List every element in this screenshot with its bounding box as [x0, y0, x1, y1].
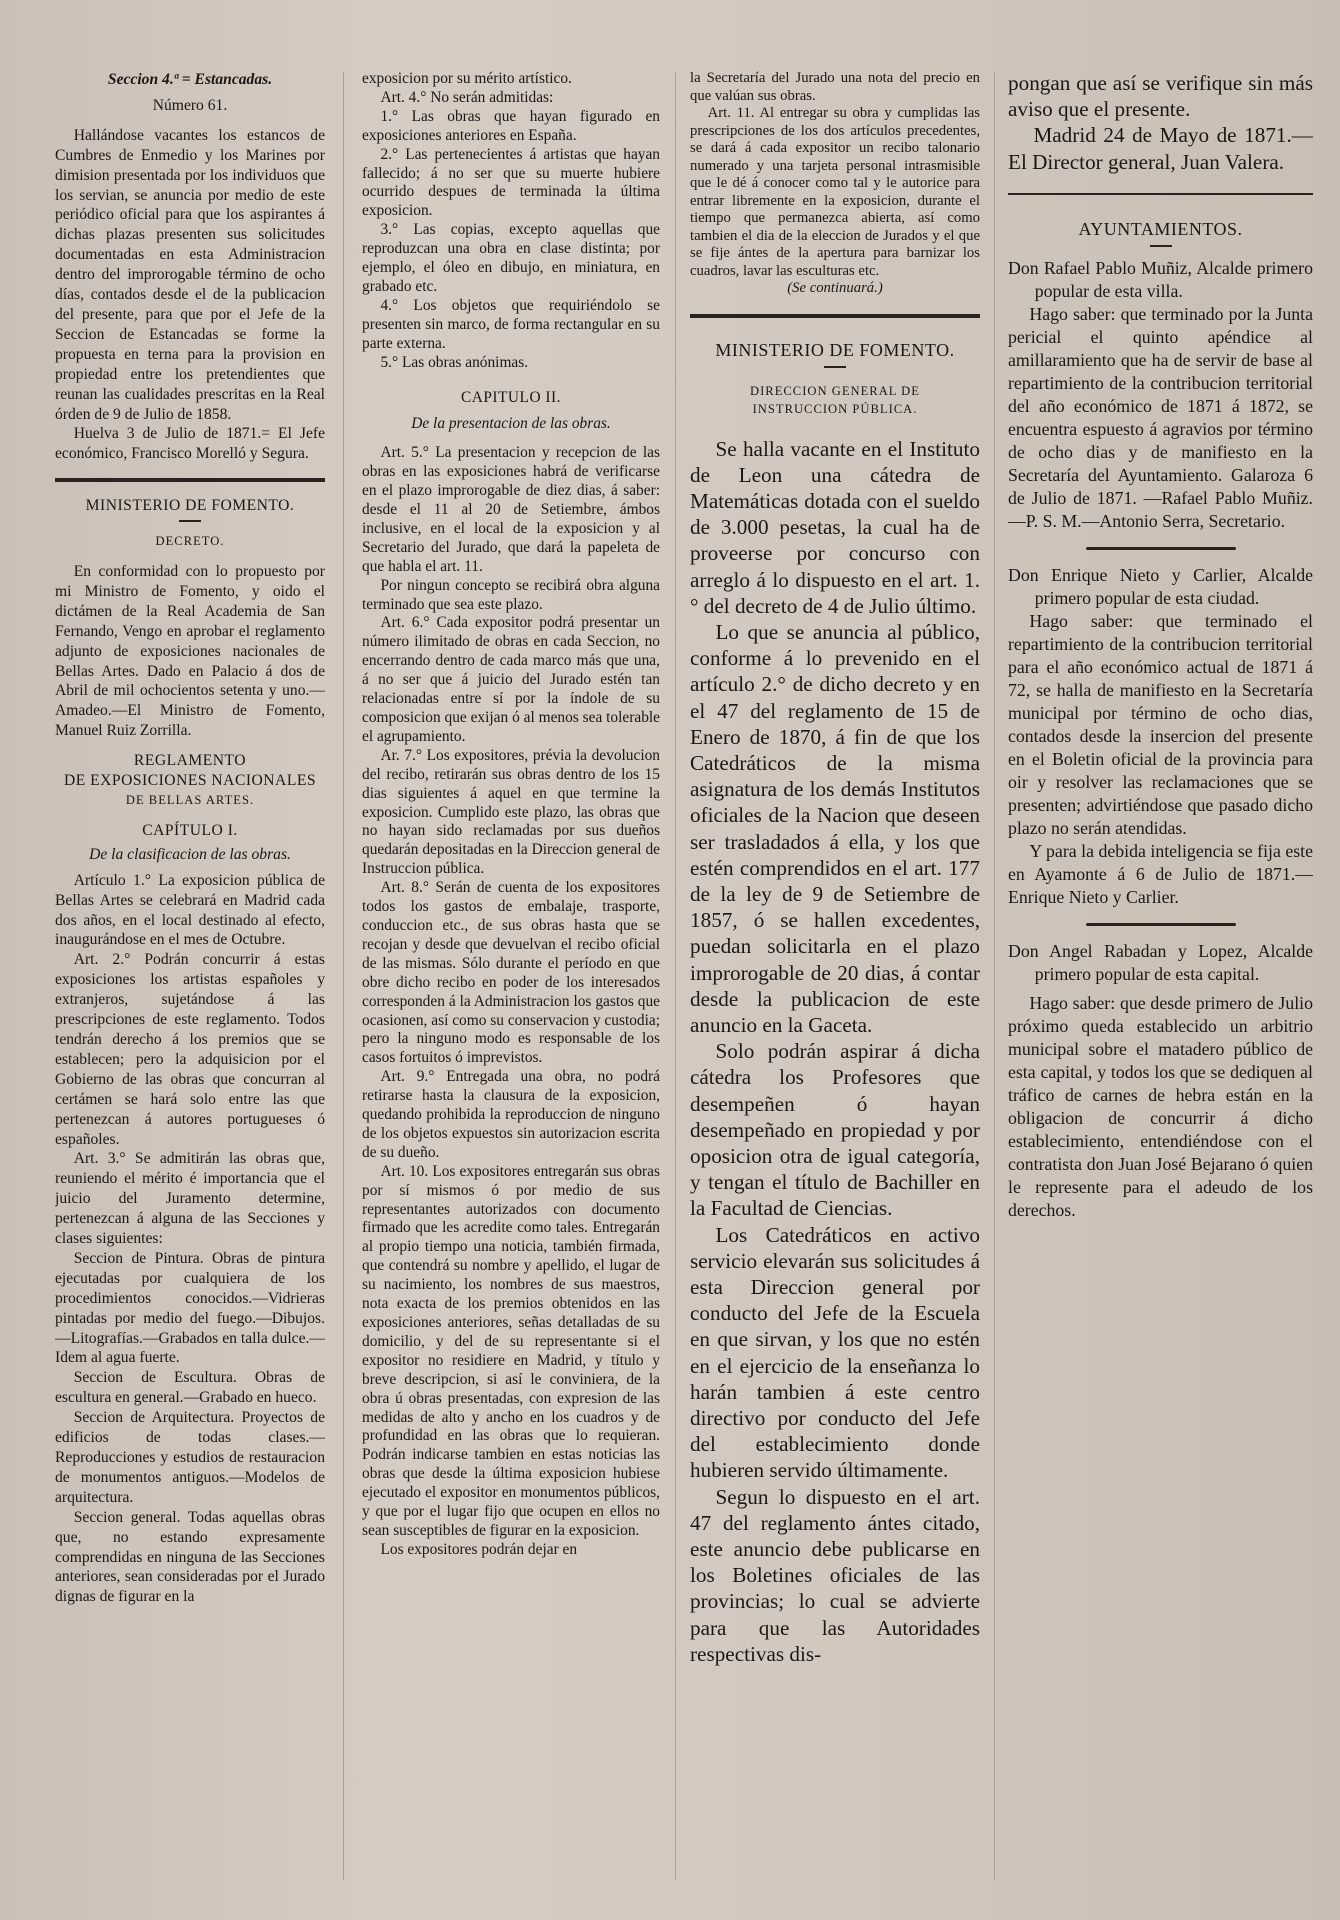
ornament-divider	[1086, 547, 1236, 550]
article-paragraph: la Secretaría del Jurado una nota del precio en que valúan sus obras.	[690, 70, 980, 104]
article-paragraph: Seccion de Escultura. Obras de escultura en general.—Grabado en hueco.	[55, 1369, 325, 1407]
article-paragraph: Art. 11. Al entregar su obra y cumplidas las prescripciones de los dos artículos precedentes, se dará á cada expositor un recibo talonario numerado y una tarjeta personal intrasmisible que le dé á conocer como tal y le autorice para entrar libremente en la exposicion, durante el tiempo que permanezca abierta, así como tambien el dia de la eleccion de Jurados y el que se fije ántes de la apertura para barnizar los cuadros, lavar las esculturas etc.	[690, 105, 980, 279]
ayuntamientos-heading: AYUNTAMIENTOS.	[1078, 218, 1243, 239]
regulation-subtitle-2: DE BELLAS ARTES.	[125, 793, 255, 807]
notice-number: Número 61.	[152, 96, 228, 114]
notice-heading: Don Rafael Pablo Muñiz, Alcalde primero popular de esta villa.	[1008, 257, 1313, 301]
ornament-divider	[1086, 923, 1236, 926]
notice-paragraph: pongan que así se verifique sin más aviso que el presente.	[1008, 71, 1313, 122]
estancos-signature: Huelva 3 de Julio de 1871.= El Jefe económico, Francisco Morelló y Segura.	[55, 425, 325, 463]
article-paragraph: Seccion de Arquitectura. Proyectos de edificios de todas clases.—Reproducciones y estudios de restauracion de monumentos antiguos.—Modelos de arquitectura.	[55, 1409, 325, 1506]
article-paragraph: 3.° Las copias, excepto aquellas que reproduzcan una obra en clase distinta; por ejemplo, el óleo en dibujo, en miniatura, en grabado etc.	[362, 221, 660, 295]
ministry-heading: MINISTERIO DE FOMENTO.	[715, 339, 955, 360]
section-title: Seccion 4.ª = Estancadas.	[107, 71, 273, 88]
article-paragraph: Art. 4.° No serán admitidas:	[380, 88, 554, 106]
dash-divider	[824, 366, 846, 368]
notice-paragraph: Lo que se anuncia al público, conforme á lo prevenido en el artículo 2.° de dicho decreto y en el 47 del reglamento de 15 de Enero de 1870, á fin de que los Catedráticos de la misma asignatura de los demás Institutos oficiales de la Nacion que deseen ser trasladados á ella, y los que estén comprendidos en el art. 177 de la ley de 9 de Setiembre de 1857, ó se hallen excedentes, puedan solicitarla en el plazo improrogable de 20 dias, á contar desde la publicacion de este anuncio en la Gaceta.	[690, 619, 980, 1037]
article-paragraph: Art. 6.° Cada expositor podrá presentar un número ilimitado de obras en cada Seccion, no encerrando dentro de cada marco más que una, á no ser que á juicio del Jurado estén tan relacionadas entre sí por la índole de su composicion que exijan ó al menos sea tolerable el agrupamiento.	[362, 614, 660, 745]
notice-heading: Don Angel Rabadan y Lopez, Alcalde primero popular de esta capital.	[1008, 940, 1313, 984]
notice-signature: Madrid 24 de Mayo de 1871.—El Director general, Juan Valera.	[1008, 123, 1313, 174]
article-paragraph: Artículo 1.° La exposicion pública de Bellas Artes se celebrará en Madrid cada dos años, en el local destinado al efecto, inaugurándose en el mes de Octubre.	[55, 871, 325, 949]
article-paragraph: Seccion de Pintura. Obras de pintura ejecutadas por cualquiera de los procedimientos conocidos.—Vidrieras pintadas por medio del fuego.—Dibujos.—Litografías.—Grabados en talla dulce.—Idem al agua fuerte.	[55, 1249, 325, 1367]
notice-paragraph: Segun lo dispuesto en el art. 47 del reglamento ántes citado, este anuncio debe publicarse en los Boletines oficiales de las provincias; lo cual se advierte para que las Autoridades respectivas dis-	[690, 1484, 980, 1666]
notice-paragraph: Se halla vacante en el Instituto de Leon una cátedra de Matemáticas dotada con el sueldo de 3.000 pesetas, la cual ha de proveerse por concurso con arreglo á lo dispuesto en el art. 1.° del decreto de 4 de Julio último.	[690, 436, 980, 618]
article-paragraph: Seccion general. Todas aquellas obras que, no estando expresamente comprendidas en ninguna de las Secciones anteriores, sean consideradas por el Jurado dignas de figurar en la	[55, 1508, 325, 1606]
direction-heading: DIRECCION GENERAL DE INSTRUCCION PÚBLICA.	[750, 383, 920, 416]
dash-divider	[179, 520, 201, 522]
article-paragraph: Art. 9.° Entregada una obra, no podrá retirarse hasta la clausura de la exposicion, quedando prohibida la reproduccion de ninguno de los objetos expuestos sin autorizacion escrita de su dueño.	[362, 1068, 660, 1161]
column-4	[1008, 70, 1313, 1900]
decree-text: En conformidad con lo propuesto por mi Ministro de Fomento, y oido el dictámen de la Real Academia de San Fernando, Vengo en aprobar el reglamento adjunto de exposiciones nacionales de Bellas Artes. Dado en Palacio á dos de Abril de mil ochocientos setenta y uno.—Amadeo.—El Ministro de Fomento, Manuel Ruiz Zorrilla.	[55, 563, 325, 740]
article-paragraph: Art. 8.° Serán de cuenta de los expositores todos los gastos de embalaje, trasporte, conduccion etc., de sus obras hasta que se recojan y desde que devuelvan el recibo oficial de las mismas. Sólo durante el período en que obre dicho recibo en poder de los interesados corresponden á la Administracion los gastos que ocasionen, así como su conservacion y custodia; pero la ninguno modo es responsable de los casos fortuitos ó imprevistos.	[362, 879, 660, 1067]
section-rule	[690, 314, 980, 318]
ministry-heading: MINISTERIO DE FOMENTO.	[85, 497, 295, 515]
decree-label: DECRETO.	[155, 534, 225, 549]
notice-paragraph: Y para la debida inteligencia se fija este en Ayamonte á 6 de Julio de 1871.—Enrique Nieto y Carlier.	[1008, 840, 1313, 907]
article-paragraph: Art. 3.° Se admitirán las obras que, reuniendo el mérito é importancia que el juicio del Juramento determine, pertenezcan á alguna de las Secciones y clases siguientes:	[55, 1150, 325, 1248]
column-1	[55, 70, 325, 1900]
column-divider	[343, 72, 344, 1880]
chapter-subtitle: De la presentacion de las obras.	[411, 415, 611, 433]
chapter-heading: CAPITULO II.	[460, 388, 562, 406]
article-paragraph: 2.° Las pertenecientes á artistas que hayan fallecido; á no ser que su muerte hubiere ocurrido despues de terminada la última exposicion.	[362, 145, 660, 220]
article-paragraph: 5.° Las obras anónimas.	[380, 353, 529, 371]
chapter-heading: CAPÍTULO I.	[142, 821, 238, 839]
dash-divider	[1150, 245, 1172, 247]
column-2	[362, 70, 660, 1900]
article-paragraph: Los expositores podrán dejar en	[380, 1540, 578, 1558]
column-divider	[994, 72, 995, 1880]
article-paragraph: Ar. 7.° Los expositores, prévia la devolucion del recibo, retirarán sus obras dentro de los 15 dias siguientes á aquel en que termine la exposicion. Cumplido este plazo, las obras que no hayan sido reclamadas por sus dueños quedarán depositadas en la Direccion general de Instruccion pública.	[362, 746, 660, 878]
regulation-title: REGLAMENTO	[133, 752, 247, 770]
chapter-subtitle: De la clasificacion de las obras.	[89, 845, 291, 863]
notice-paragraph: Hago saber: que terminado el repartimiento de la contribucion territorial para el año económico actual de 1871 á 72, se halla de manifiesto en la Secretaría municipal por término de ocho dias, contados desde la insercion del presente en el Boletin oficial de la provincia para oir y resolver las reclamaciones que se presenten; advirtiéndose que pasado dicho plazo no serán atendidas.	[1008, 610, 1313, 838]
column-divider	[675, 72, 676, 1880]
article-paragraph: Por ningun concepto se recibirá obra alguna terminado que sea este plazo.	[362, 576, 660, 613]
notice-paragraph: Hago saber: que terminado por la Junta pericial el quinto apéndice al amillaramiento que ha de servir de base al repartimiento de la contribucion territorial del año económico de 1871 á 1872, se encuentra espuesto á agravios por término de ocho dias y de manifiesto en la Secretaría del Ayuntamiento. Galaroza 6 de Julio de 1871. —Rafael Pablo Muñiz.—P. S. M.—Antonio Serra, Secretario.	[1008, 303, 1313, 531]
column-3	[690, 70, 980, 1900]
notice-heading: Don Enrique Nieto y Carlier, Alcalde primero popular de esta ciudad.	[1008, 564, 1313, 608]
article-paragraph: Art. 2.° Podrán concurrir á estas exposiciones los artistas españoles y extranjeros, sujetándose á las prescripciones de este reglamento. Todos tendrán derecho á los premios que se establecen; pero la adquisicion por el Gobierno de las obras que concurran al certámen se hará solo entre las que pertenezcan á autores portugueses ó españoles.	[55, 951, 325, 1148]
notice-paragraph: Hago saber: que desde primero de Julio próximo queda establecido un arbitrio municipal sobre el matadero público de esta capital, y todos los que se dediquen al tráfico de carnes de hebra están en la obligacion de concurrir á dicho establecimiento, entendiéndose con el contratista don Juan José Bejarano ó quien le represente para el adeudo de los derechos.	[1008, 992, 1313, 1220]
section-rule	[55, 478, 325, 482]
notice-paragraph: Solo podrán aspirar á dicha cátedra los Profesores que desempeñen ó hayan desempeñado en propiedad y por oposicion otra de igual categoría, y tengan el título de Bachiller en la Facultad de Ciencias.	[690, 1039, 980, 1221]
notice-paragraph: Los Catedráticos en activo servicio elevarán sus solicitudes á esta Direccion general por conducto del Jefe de la Escuela en que sirvan, y los que no estén en el ejercicio de la enseñanza lo harán tambien á este centro directivo por conducto del Jefe del establecimiento donde hubieren servido últimamente.	[690, 1222, 980, 1483]
section-rule	[1008, 193, 1313, 195]
article-paragraph: 4.° Los objetos que requiriéndolo se presenten sin marco, de forma rectangular en su parte externa.	[362, 296, 660, 352]
article-paragraph: Art. 10. Los expositores entregarán sus obras por sí mismos ó por medio de sus representantes autorizados con documento firmado que les acredite como tales. Entregarán al propio tiempo una noticia, también firmada, que contendrá su nombre y apellido, el lugar de su nacimiento, los nombres de sus maestros, nota exacta de los premios obtenidos en las exposiciones anteriores, señas detalladas de su domicilio, y del de su representante si el expositor no residiere en Madrid, y título y breve descripcion, si así le conviniera, de la obra ú obras presentadas, con expresion de las medidas de alto y ancho en los cuadros y de profundidad en las obras que lo requieran. Podrán indicarse tambien en estas noticias las obras que desde la última exposicion hubiese ejecutado el expositor en monumentos públicos, y que por el lugar fijo que ocupen en ellos no sean susceptibles de figurar en la exposicion.	[362, 1162, 660, 1539]
estancos-notice: Hallándose vacantes los estancos de Cumbres de Enmedio y los Marines por dimision presentada por los individuos que los servian, se anuncia por medio de este periódico oficial para que los aspirantes á dichas plazas presenten sus solicitudes documentadas en esta Administracion dentro del improrogable término de ocho días, contados desde el de la publicacion del presente, para que por el Jefe de la Seccion de Estancadas se forme la propuesta en terna para la provision en propiedad entre los pretendientes que reunan las cualidades prescritas en la Real órden de 9 de Julio de 1858.	[55, 126, 325, 423]
article-paragraph: exposicion por su mérito artístico.	[362, 70, 572, 87]
regulation-subtitle: DE EXPOSICIONES NACIONALES	[63, 772, 317, 790]
continued-note: (Se continuará.)	[787, 280, 883, 296]
article-paragraph: Art. 5.° La presentacion y recepcion de las obras en las exposiciones habrá de verificarse en el plazo improrogable de diez dias, á saber: desde el 11 al 20 de Setiembre, ámbos inclusive, en el local de la exposicion y al Secretario del Jurado, que dará la papeleta de que habla el art. 11.	[362, 444, 660, 575]
article-paragraph: 1.° Las obras que hayan figurado en exposiciones anteriores en España.	[362, 107, 660, 144]
